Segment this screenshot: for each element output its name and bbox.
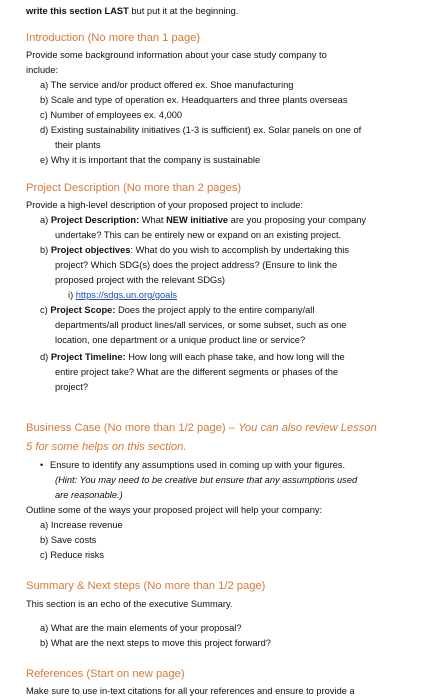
- intro-note-rest: but put it at the beginning.: [128, 6, 239, 16]
- references-lead: Make sure to use in-text citations for all your references and ensure to provide a: [26, 686, 355, 696]
- item-a-new: NEW initiative: [166, 215, 229, 225]
- introduction-lead: Provide some background information about your case study company to: [26, 50, 327, 60]
- project-description-lead: Provide a high-level description of your proposed project to include:: [26, 200, 304, 210]
- item-d-prefix: d): [40, 352, 51, 362]
- intro-note: [26, 4, 238, 19]
- item-a-bold: Project Description:: [50, 215, 140, 225]
- business-case-heading: [26, 421, 377, 436]
- bullet-dot-icon: •: [40, 460, 44, 470]
- intro-note-bold: write this section LAST: [26, 6, 129, 16]
- business-case-hint: (Hint: You may need to be creative but ensure that any assumptions used: [55, 475, 358, 485]
- business-case-bullet: [40, 458, 345, 473]
- summary-heading: Summary & Next steps (No more than 1/2 page): [26, 580, 266, 592]
- sdgs-link-prefix: i): [68, 290, 76, 300]
- item-c-bold: Project Scope:: [50, 305, 116, 315]
- business-case-hint-cont: are reasonable.): [55, 490, 123, 500]
- project-description-item-b-cont-2: proposed project with the relevant SDGs): [55, 275, 226, 285]
- business-case-bullet-text: Ensure to identify any assumptions used in coming up with your figures.: [50, 460, 346, 470]
- item-b-prefix: b): [40, 245, 51, 255]
- business-case-item-c: c) Reduce risks: [40, 550, 105, 560]
- sdgs-link[interactable]: https://sdgs.un.org/goals: [75, 290, 178, 300]
- project-description-item-c-cont: departments/all product lines/all services, or some subset, such as one: [55, 320, 347, 330]
- item-d-rest: How long will each phase take, and how long will the: [125, 352, 345, 362]
- summary-item-b: b) What are the next steps to move this project forward?: [40, 638, 271, 648]
- introduction-item-d: d) Existing sustainability initiatives (1-3 is sufficient) ex. Solar panels on one of: [40, 125, 362, 135]
- item-d-bold: Project Timeline:: [50, 352, 126, 362]
- project-description-item-a-cont: undertake? This can be entirely new or expand on an existing project.: [55, 230, 342, 240]
- project-description-item-d: [40, 350, 345, 365]
- introduction-item-b: b) Scale and type of operation ex. Headquarters and three plants overseas: [40, 95, 348, 105]
- summary-item-a: a) What are the main elements of your proposal?: [40, 623, 242, 633]
- summary-lead: This section is an echo of the executive Summary.: [26, 599, 233, 609]
- introduction-item-a: a) The service and/or product offered ex. Shoe manufacturing: [40, 80, 294, 90]
- item-b-bold: Project objectives: [50, 245, 131, 255]
- introduction-heading: Introduction (No more than 1 page): [26, 32, 201, 44]
- project-description-heading: Project Description (No more than 2 pages): [26, 182, 242, 194]
- introduction-item-e: e) Why it is important that the company is sustainable: [40, 155, 261, 165]
- sdgs-link-line: [68, 288, 177, 303]
- project-description-item-b: [40, 243, 349, 258]
- item-a-mid: What: [139, 215, 167, 225]
- business-case-item-a: a) Increase revenue: [40, 520, 123, 530]
- introduction-item-c: c) Number of employees ex. 4,000: [40, 110, 183, 120]
- business-case-heading-note: You can also review Lesson: [238, 422, 377, 434]
- project-description-item-d-cont: entire project take? What are the different segments or phases of the: [55, 367, 339, 377]
- project-description-item-b-cont: project? Which SDG(s) does the project address? (Ensure to link the: [55, 260, 338, 270]
- item-c-rest: Does the project apply to the entire company/all: [115, 305, 315, 315]
- business-case-heading-note-cont: 5 for some helps on this section.: [26, 441, 187, 453]
- business-case-heading-main: Business Case (No more than 1/2 page) –: [26, 422, 239, 434]
- introduction-lead-cont: include:: [26, 65, 59, 75]
- item-a-rest: are you proposing your company: [228, 215, 367, 225]
- item-b-rest: : What do you wish to accomplish by undertaking this: [130, 245, 350, 255]
- project-description-item-c-cont-2: location, one department or a unique product line or service?: [55, 335, 306, 345]
- item-a-prefix: a): [40, 215, 51, 225]
- business-case-item-b: b) Save costs: [40, 535, 97, 545]
- project-description-item-a: [40, 213, 366, 228]
- project-description-item-c: [40, 303, 314, 318]
- business-case-outline: Outline some of the ways your proposed project will help your company:: [26, 505, 323, 515]
- references-heading: References (Start on new page): [26, 668, 185, 680]
- project-description-item-d-cont-2: project?: [55, 382, 89, 392]
- item-c-prefix: c): [40, 305, 51, 315]
- introduction-item-d-cont: their plants: [55, 140, 101, 150]
